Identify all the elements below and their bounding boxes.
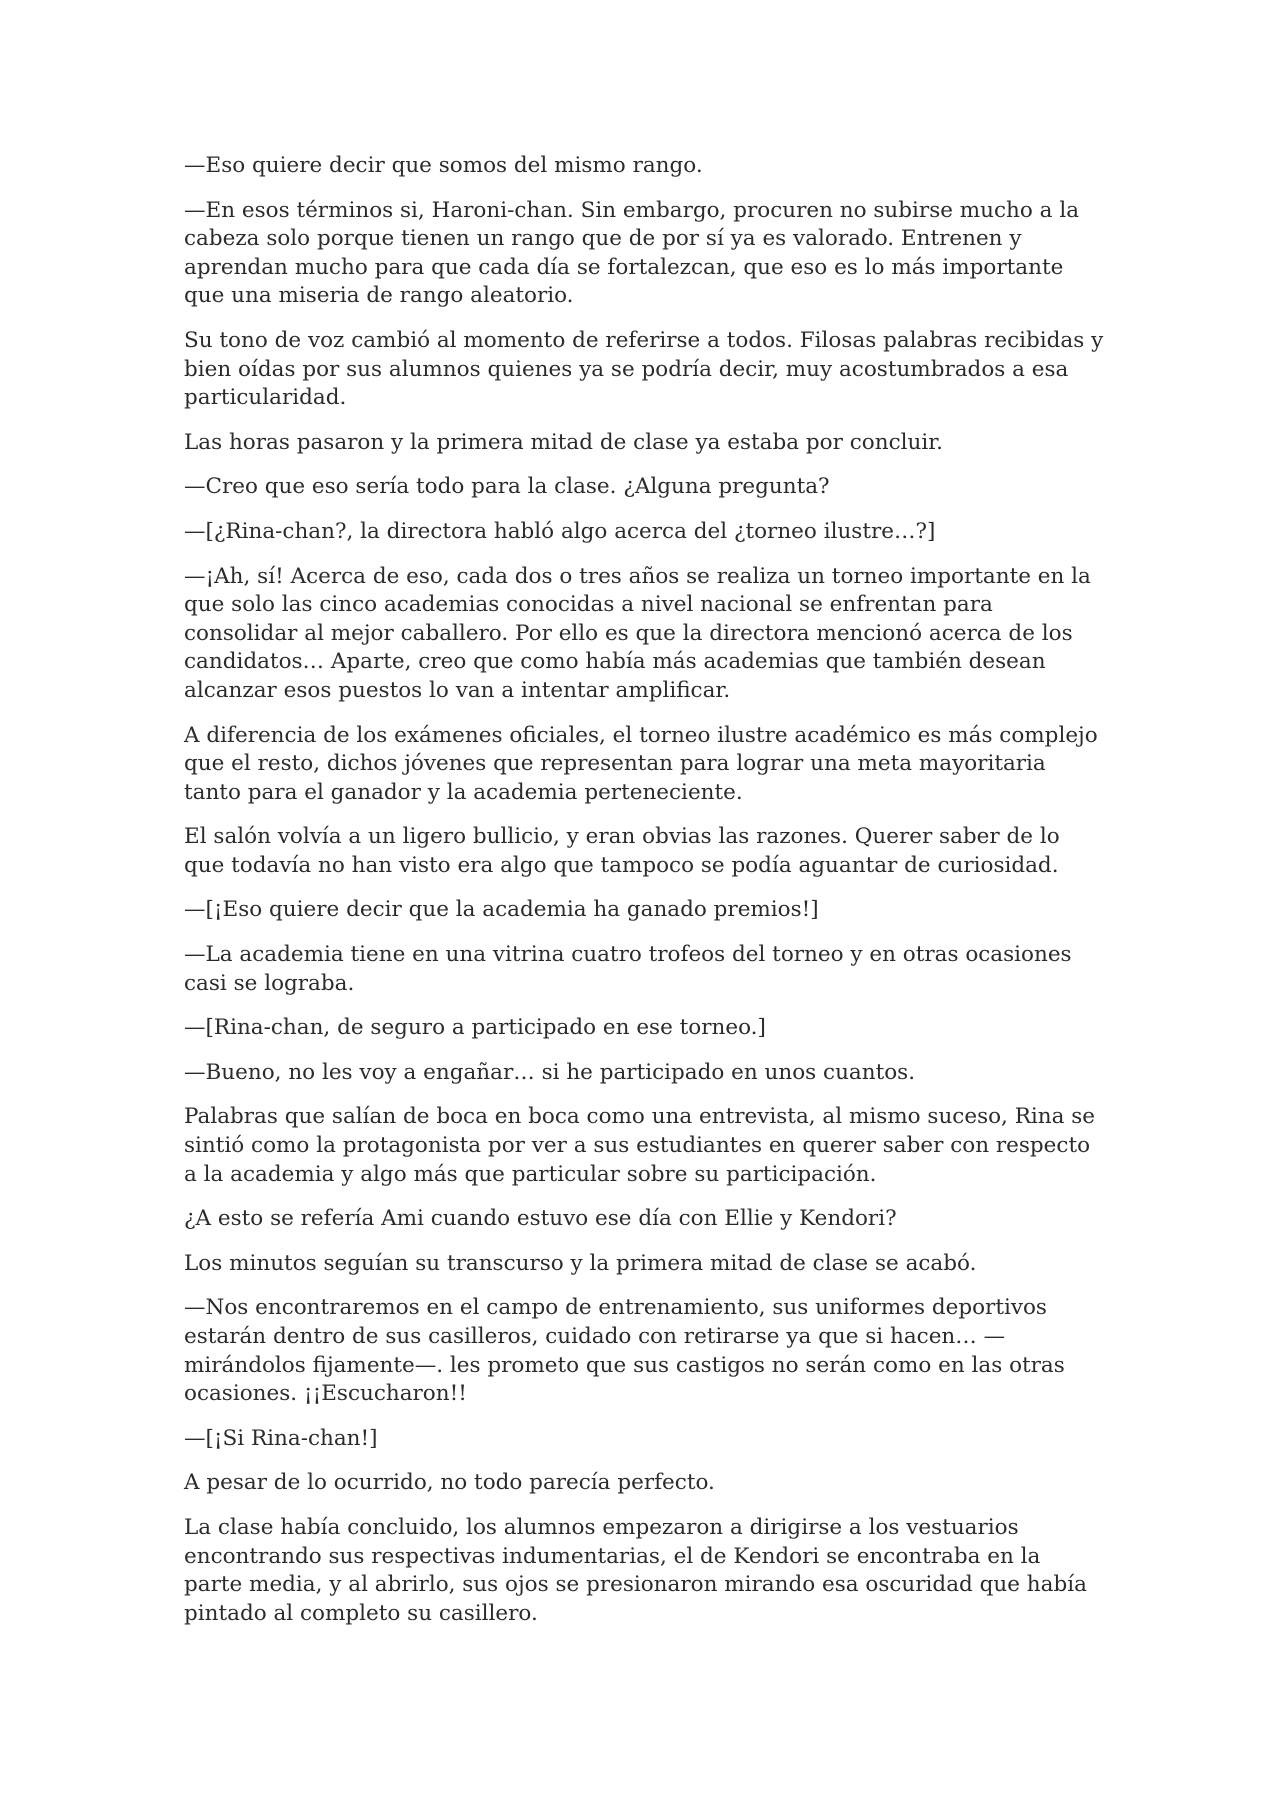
paragraph: —¡Ah, sí! Acerca de eso, cada dos o tres años se realiza un torneo importante en la que solo las cinco academias conocidas a nivel nacional se enfrentan para consolidar al mejor caballero. Por ello es que la directora mencionó acerca de los candidatos… Aparte, creo que como había más academias que también desean alcanzar esos puestos lo van a intentar amplificar. [184, 563, 1091, 703]
paragraph: —Bueno, no les voy a engañar… si he participado en unos cuantos. [184, 1059, 916, 1085]
paragraph: Su tono de voz cambió al momento de referirse a todos. Filosas palabras recibidas y bien oídas por sus alumnos quienes ya se podría decir, muy acostumbrados a esa particularidad. [184, 327, 1104, 411]
paragraph: —[¿Rina-chan?, la directora habló algo acerca del ¿torneo ilustre…?] [184, 518, 936, 544]
paragraph: —La academia tiene en una vitrina cuatro trofeos del torneo y en otras ocasiones casi se lograba. [184, 942, 1072, 996]
paragraph: —[¡Si Rina-chan!] [184, 1425, 378, 1451]
paragraph: El salón volvía a un ligero bullicio, y eran obvias las razones. Querer saber de lo que todavía no han visto era algo que tampoco se podía aguantar de curiosidad. [184, 824, 1060, 878]
paragraph: —[Rina-chan, de seguro a participado en ese torneo.] [184, 1015, 766, 1041]
paragraph: A diferencia de los exámenes oficiales, el torneo ilustre académico es más complejo que el resto, dichos jóvenes que representan para lograr una meta mayoritaria tanto para el ganador y la academia perteneciente. [184, 722, 1098, 805]
paragraph: ¿A esto se refería Ami cuando estuvo ese día con Ellie y Kendori? [184, 1206, 897, 1232]
paragraph: Los minutos seguían su transcurso y la primera mitad de clase se acabó. [184, 1250, 977, 1276]
paragraph: Palabras que salían de boca en boca como una entrevista, al mismo suceso, Rina se sintió como la protagonista por ver a sus estudiantes en querer saber con respecto a la academia y algo más que particular sobre su participación. [184, 1104, 1096, 1187]
paragraph: —Eso quiere decir que somos del mismo rango. [184, 153, 703, 178]
paragraph: A pesar de lo ocurrido, no todo parecía perfecto. [184, 1470, 715, 1496]
paragraph: —Creo que eso sería todo para la clase. ¿Alguna pregunta? [184, 474, 830, 500]
paragraph: —En esos términos si, Haroni-chan. Sin embargo, procuren no subirse mucho a la cabeza solo porque tienen un rango que de por sí ya es valorado. Entrenen y aprendan mucho para que cada día se fortalezcan, que eso es lo más importante que una miseria de rango aleatorio. [184, 197, 1080, 309]
paragraph: —Nos encontraremos en el campo de entrenamiento, sus uniformes deportivos estarán dentro de sus casilleros, cuidado con retirarse ya que si hacen… —mirándolos fijamente—. les prometo que sus castigos no serán como en las otras ocasiones. ¡¡Escucharon!! [184, 1295, 1065, 1407]
paragraph: —[¡Eso quiere decir que la academia ha ganado premios!] [184, 897, 819, 923]
paragraph: La clase había concluido, los alumnos empezaron a dirigirse a los vestuarios encontrando sus respectivas indumentarias, el de Kendori se encontraba en la parte media, y al abrirlo, sus ojos se presionaron mirando esa oscuridad que había pintado al completo su casillero. [184, 1514, 1087, 1626]
body-text [184, 152, 1104, 1644]
paragraph: Las horas pasaron y la primera mitad de clase ya estaba por concluir. [184, 429, 943, 455]
